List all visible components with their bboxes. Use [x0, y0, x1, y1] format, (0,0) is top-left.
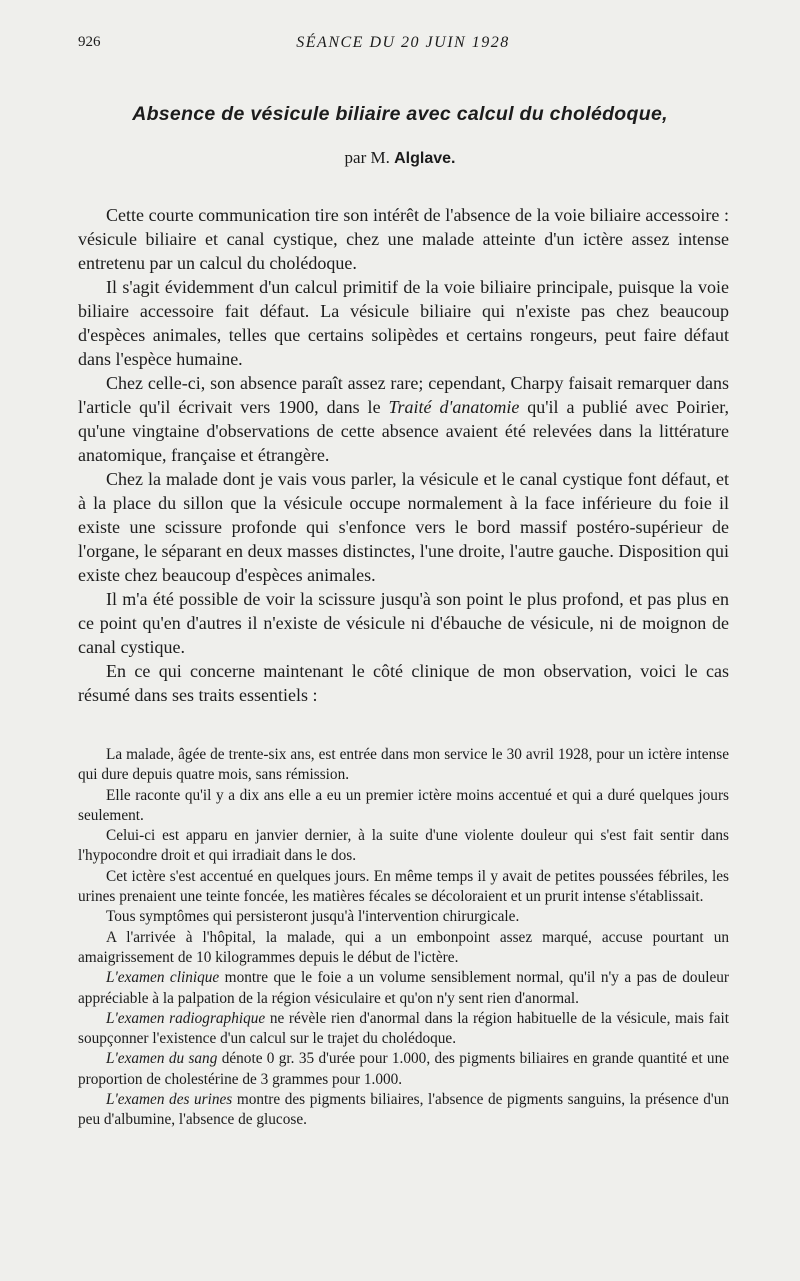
case-paragraph-2: Elle raconte qu'il y a dix ans elle a eu un premier ictère moins accentué et qui a duré quelques jours seulement.: [78, 786, 729, 824]
paragraph-2: Il s'agit évidemment d'un calcul primitif de la voie biliaire principale, puisque la voie biliaire accessoire fait défaut. La vésicule biliaire qui n'existe pas chez beaucoup d'espèces animales, telles que certains solipèdes et certains rongeurs, peut faire défaut dans l'espèce humaine.: [78, 277, 729, 369]
case-paragraph-8: [78, 1009, 729, 1050]
case-7-lead: L'examen clinique: [106, 969, 220, 987]
article-body: [78, 203, 729, 707]
case-paragraph-10: [78, 1090, 729, 1131]
case-9-lead: L'examen du sang: [106, 1050, 218, 1068]
case-10-text: montre des pigments biliaires, l'absence de pigments sanguins, la présence d'un peu d'albumine, l'absence de glucose.: [78, 1091, 729, 1129]
case-9-text: dénote 0 gr. 35 d'urée pour 1.000, des pigments biliaires en grande quantité et une proportion de cholestérine de 3 grammes pour 1.000.: [78, 1050, 730, 1088]
case-8-lead: L'examen radiographique: [106, 1009, 266, 1027]
paragraph-4: Chez la malade dont je vais vous parler, la vésicule et le canal cystique font défaut, et à la place du sillon que la vésicule occupe normalement à la face inférieure du foie il existe une scissure profonde qui s'enfonce vers le bord massif postéro-supérieur de l'organe, le séparant en deux masses distinctes, l'une droite, l'autre gauche. Disposition qui existe chez beaucoup d'espèces animales.: [78, 469, 729, 585]
article-title: Absence de vésicule biliaire avec calcul du cholédoque,: [132, 103, 668, 125]
case-paragraph-1: La malade, âgée de trente-six ans, est entrée dans mon service le 30 avril 1928, pour un ictère intense qui dure depuis quatre mois, sans rémission.: [78, 746, 729, 784]
running-head: SÉANCE DU 20 JUIN 1928: [296, 34, 510, 51]
page-number: 926: [78, 34, 101, 50]
case-paragraph-7: [78, 968, 729, 1009]
case-paragraph-4: Cet ictère s'est accentué en quelques jours. En même temps il y avait de petites poussées fébriles, les urines prenaient une teinte foncée, les matières fécales se décoloraient et un prurit intense s'établissait.: [78, 867, 729, 906]
case-summary: [78, 745, 729, 1131]
page-header: [78, 34, 728, 58]
paragraph-5: Il m'a été possible de voir la scissure jusqu'à son point le plus profond, et pas plus en ce point qu'en d'autres il n'existe de vésicule ni d'ébauche de vésicule, ni de moignon de canal cystique.: [78, 589, 729, 657]
case-8-text: ne révèle rien d'anormal dans la région habituelle de la vésicule, mais fait soupçonner l'existence d'un calcul sur le trajet du cholédoque.: [78, 1009, 729, 1048]
paragraph-3-text-b: qu'il a publié avec Poirier, qu'une vingtaine d'observations de cette absence avaient été relevées dans la littérature anatomique, française et étrangère.: [78, 397, 730, 465]
paragraph-1: Cette courte communication tire son intérêt de l'absence de la voie biliaire accessoire : vésicule biliaire et canal cystique, chez une malade atteinte d'un ictère assez intense entretenu par un calcul du cholédoque.: [78, 205, 729, 273]
case-paragraph-9: [78, 1049, 729, 1090]
case-paragraph-6: A l'arrivée à l'hôpital, la malade, qui a un embonpoint assez marqué, accuse pourtant un amaigrissement de 10 kilogrammes depuis le début de l'ictère.: [78, 928, 729, 966]
case-10-lead: L'examen des urines: [106, 1091, 233, 1109]
paragraph-6: En ce qui concerne maintenant le côté clinique de mon observation, voici le cas résumé dans ses traits essentiels :: [78, 661, 729, 705]
case-paragraph-5: Tous symptômes qui persisteront jusqu'à l'intervention chirurgicale.: [106, 908, 520, 926]
paragraph-3-italic: Traité d'anatomie: [388, 397, 520, 417]
author-name: Alglave.: [394, 150, 456, 167]
author-prefix: par M.: [344, 148, 390, 167]
case-paragraph-3: Celui-ci est apparu en janvier dernier, à la suite d'une violente douleur qui s'est fait sentir dans l'hypocondre droit et qui irradiait dans le dos.: [78, 827, 729, 865]
paragraph-3-text-a: Chez celle-ci, son absence paraît assez rare; cependant, Charpy faisait remarquer dans l'article qu'il écrivait vers 1900, dans le: [78, 373, 729, 417]
author-line: [0, 148, 800, 168]
paragraph-3: [78, 371, 729, 467]
case-7-text: montre que le foie a un volume sensiblement normal, qu'il n'y a pas de douleur appréciable à la palpation de la région vésiculaire et qu'on n'y sent rien d'anormal.: [78, 969, 730, 1007]
